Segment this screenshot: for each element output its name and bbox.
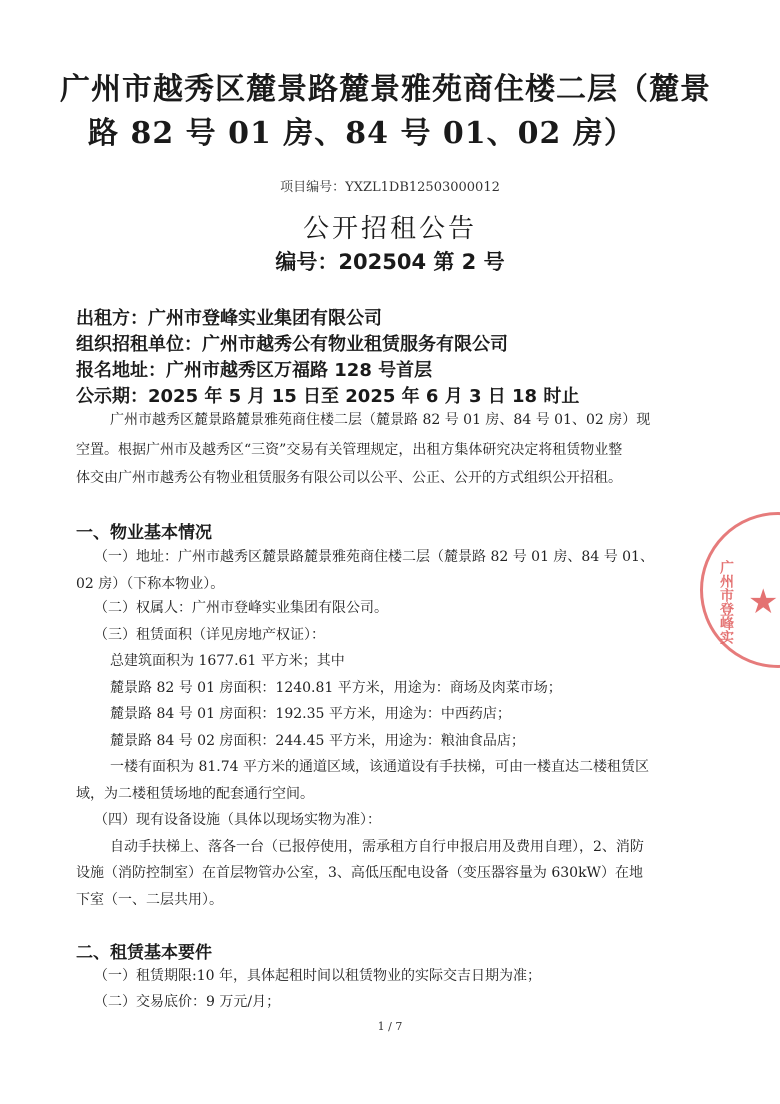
- notice-number: 编号：202504 第 2 号: [275, 250, 505, 274]
- seal-text: 广州市登峰实: [718, 560, 734, 644]
- section-2-title: 二、租赁基本要件: [76, 943, 212, 963]
- section-1-address-line-2: 02 房）（下称本物业）。: [76, 576, 225, 592]
- section-1-address-line-1: （一）地址：广州市越秀区麓景路麓景雅苑商住楼二层（麓景路 82 号 01 房、84 号 01、: [94, 549, 654, 565]
- intro-line-3: 体交由广州市越秀公有物业租赁服务有限公司以公平、公正、公开的方式组织公开招租。: [76, 470, 622, 486]
- section-1-equipment-line-2: 设施（消防控制室）在首层物管办公室，3、高低压配电设备（变压器容量为 630kW）在地: [76, 865, 643, 881]
- section-1-area-82-01: 麓景路 82 号 01 房面积：1240.81 平方米，用途为：商场及肉菜市场；: [110, 680, 562, 696]
- section-1-owner: （二）权属人：广州市登峰实业集团有限公司。: [94, 600, 388, 616]
- seal-star-icon: ★: [748, 582, 779, 622]
- intro-line-1: 广州市越秀区麓景路麓景雅苑商住楼二层（麓景路 82 号 01 房、84 号 01、02 房）现: [110, 412, 651, 428]
- organizer-line: 组织招租单位：广州市越秀公有物业租赁服务有限公司: [76, 334, 508, 355]
- project-number: 项目编号：YXZL1DB12503000012: [280, 180, 500, 195]
- section-1-area-84-02: 麓景路 84 号 02 房面积：244.45 平方米，用途为：粮油食品店；: [110, 733, 525, 749]
- title-line-1: 广州市越秀区麓景路麓景雅苑商住楼二层（麓景: [60, 72, 711, 107]
- registration-address-line: 报名地址：广州市越秀区万福路 128 号首层: [76, 360, 433, 381]
- page-number: 1 / 7: [377, 1020, 403, 1033]
- section-1-total-area: 总建筑面积为 1677.61 平方米；其中: [110, 653, 345, 669]
- lessor-line: 出租方：广州市登峰实业集团有限公司: [76, 308, 382, 329]
- section-1-area-heading: （三）租赁面积（详见房地产权证）：: [94, 627, 325, 643]
- section-1-passage-line-2: 域，为二楼租赁场地的配套通行空间。: [76, 786, 314, 802]
- section-1-area-84-01: 麓景路 84 号 01 房面积：192.35 平方米，用途为：中西药店；: [110, 706, 511, 722]
- section-2-lease-term: （一）租赁期限:10 年，具体起租时间以租赁物业的实际交吉日期为准；: [94, 968, 541, 984]
- section-1-equipment-line-1: 自动手扶梯上、落各一台（已报停使用，需承租方自行申报启用及费用自理），2、消防: [110, 839, 644, 855]
- intro-line-2: 空置。根据广州市及越秀区“三资”交易有关管理规定，出租方集体研究决定将租赁物业整: [76, 442, 623, 458]
- public-period-line: 公示期：2025 年 5 月 15 日至 2025 年 6 月 3 日 18 时止: [76, 386, 580, 407]
- section-1-equipment-line-3: 下室（一、二层共用）。: [76, 892, 223, 908]
- section-2-base-price: （二）交易底价：9 万元/月；: [94, 994, 281, 1010]
- section-1-equipment-heading: （四）现有设备设施（具体以现场实物为准）：: [94, 812, 381, 828]
- section-1-passage-line-1: 一楼有面积为 81.74 平方米的通道区域，该通道设有手扶梯，可由一楼直达二楼租赁区: [110, 759, 649, 775]
- document-title: [60, 68, 720, 156]
- section-1-title: 一、物业基本情况: [76, 523, 212, 543]
- notice-title: 公开招租公告: [302, 214, 477, 244]
- title-line-2: 路 82 号 01 房、84 号 01、02 房）: [88, 116, 635, 151]
